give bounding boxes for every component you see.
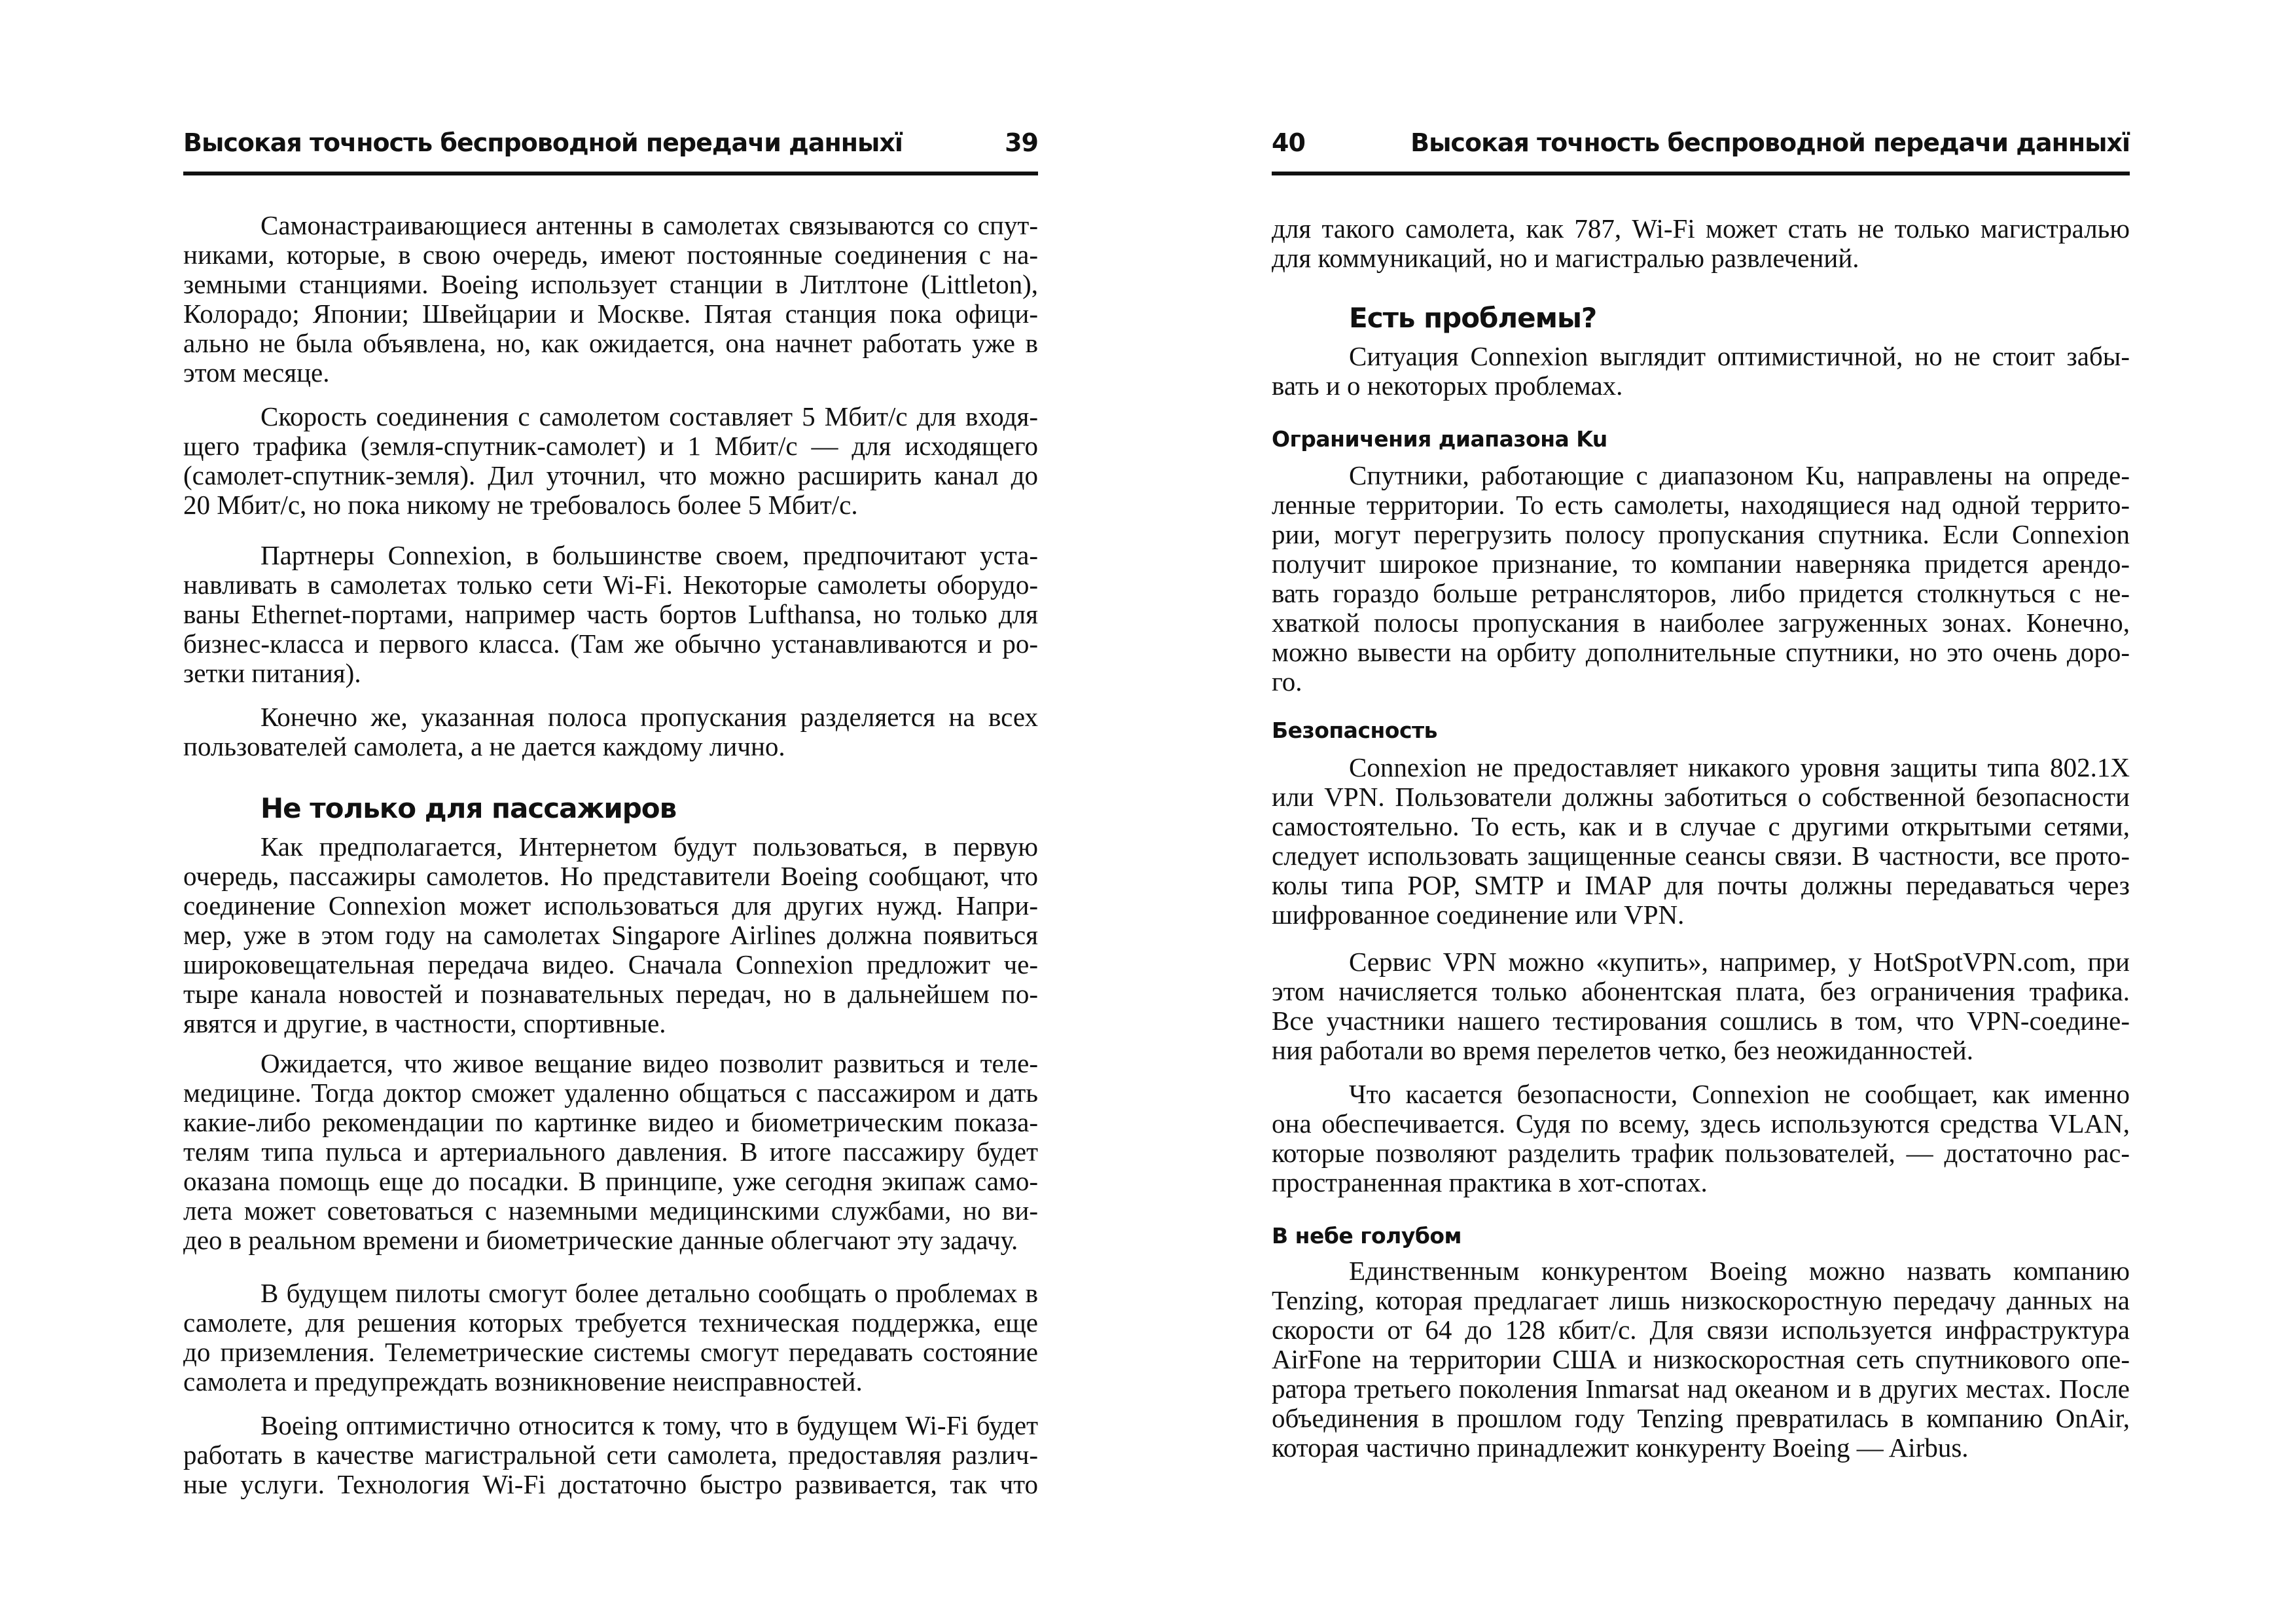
text-line: ния работали во время перелетов четко, без неожиданностей. [1272, 1035, 1973, 1065]
text-line: део в реальном времени и биометрические данные облегчают эту задачу. [183, 1225, 1018, 1255]
section-heading [1272, 302, 2130, 335]
running-title: Высокая точность беспроводной передачи данныхї [1410, 128, 2130, 157]
running-title: Высокая точность беспроводной передачи данныхї [183, 128, 903, 157]
text-line: самолета и предупреждать возникновение неисправностей. [183, 1366, 863, 1396]
text-line: В будущем пилоты смогут более детально сообщать о проблемах в [260, 1278, 1038, 1308]
text-line: оказана помощь еще до посадки. В принципе, уже сегодня экипаж само- [183, 1166, 1038, 1196]
text-line: или VPN. Пользователи должны заботиться о собственной безопасности [1272, 782, 2130, 812]
text-line: ратора третьего поколения Inmarsat над океаном и в других местах. После [1272, 1374, 2130, 1404]
paragraph [1272, 1080, 2130, 1197]
text-line: работать в качестве магистральной сети самолета, предоставляя различ- [183, 1440, 1038, 1470]
text-line: очередь, пассажиры самолетов. Но представители Boeing сообщают, что [183, 861, 1038, 891]
text-line: для коммуникаций, но и магистралью развлечений. [1272, 243, 1859, 273]
text-line: до приземления. Телеметрические системы смогут передавать состояние [183, 1337, 1038, 1367]
text-line: зетки питания). [183, 658, 361, 688]
text-line: самостоятельно. То есть, как и в случае с другими открытыми сетями, [1272, 811, 2130, 841]
text-line: Connexion не предоставляет никакого уровня защиты типа 802.1X [1349, 752, 2130, 782]
text-line: Единственным конкурентом Boeing можно назвать компанию [1349, 1256, 2130, 1286]
page-number: 40 [1272, 128, 1305, 157]
header-rule [183, 172, 1038, 175]
text-line: ные услуги. Технология Wi-Fi достаточно быстро развивается, так что [183, 1469, 1038, 1499]
paragraph [183, 702, 1038, 761]
text-line: медицине. Тогда доктор сможет удаленно общаться с пассажиром и дать [183, 1078, 1038, 1108]
text-line: Партнеры Connexion, в большинстве своем, предпочитают уста- [260, 540, 1038, 570]
text-line: можно вывести на орбиту дополнительные спутники, но это очень доро- [1272, 637, 2130, 667]
text-line: она обеспечивается. Судя по всему, здесь используются средства VLAN, [1272, 1108, 2130, 1139]
paragraph [183, 1279, 1038, 1396]
text-line: земными станциями. Boeing использует станции в Литлтоне (Littleton), [183, 269, 1038, 299]
text-line: которая частично принадлежит конкуренту Boeing — Airbus. [1272, 1432, 1969, 1463]
text-line: бизнес-класса и первого класса. (Там же обычно устанавливаются и ро- [183, 629, 1038, 659]
page-number: 39 [1005, 128, 1038, 157]
text-line: Tenzing, которая предлагает лишь низкоскоростную передачу данных на [1272, 1285, 2130, 1315]
text-line: никами, которые, в свою очередь, имеют постоянные соединения с на- [183, 240, 1038, 270]
text-line: мер, уже в этом году на самолетах Singapore Airlines должна появиться [183, 920, 1038, 950]
text-line: Boeing оптимистично относится к тому, что в будущем Wi-Fi будет [260, 1410, 1038, 1440]
text-line: которые позволяют разделить трафик пользователей, — достаточно рас- [1272, 1138, 2130, 1168]
paragraph [1272, 753, 2130, 930]
paragraph [1272, 947, 2130, 1065]
text-line: (самолет-спутник-земля). Дил уточнил, что можно расширить канал до [183, 460, 1038, 490]
subsection-heading [1272, 424, 2130, 454]
text-line: Конечно же, указанная полоса пропускания разделяется на всех [260, 702, 1038, 732]
text-line: соединение Connexion может использоваться для других нужд. Напри- [183, 890, 1038, 921]
text-line: этом начисляется только абонентская плата, без ограничения трафика. [1272, 976, 2130, 1006]
header-rule [1272, 172, 2130, 175]
text-line: го. [1272, 666, 1302, 697]
paragraph [1272, 1256, 2130, 1463]
text-line: самолете, для решения которых требуется техническая поддержка, еще [183, 1307, 1038, 1338]
subsection-heading-text: Ограничения диапазона Ku [1272, 426, 1607, 452]
text-line: щего трафика (земля-спутник-самолет) и 1 Мбит/с — для исходящего [183, 431, 1038, 461]
text-line: шифрованное соединение или VPN. [1272, 900, 1685, 930]
paragraph [183, 211, 1038, 388]
text-line: скорости от 64 до 128 кбит/с. Для связи используется инфраструктура [1272, 1315, 2130, 1345]
text-line: следует использовать защищенные сеансы связи. В частности, все прото- [1272, 841, 2130, 871]
text-line: явятся и другие, в частности, спортивные. [183, 1008, 666, 1038]
text-line: Спутники, работающие с диапазоном Ku, направлены на опреде- [1349, 460, 2130, 490]
text-line: Все участники нашего тестирования сошлись в том, что VPN-соедине- [1272, 1006, 2130, 1036]
text-line: для такого самолета, как 787, Wi-Fi может стать не только магистралью [1272, 213, 2130, 244]
text-line: ально не была объявлена, но, как ожидается, она начнет работать уже в [183, 328, 1038, 358]
text-line: вать и о некоторых проблемах. [1272, 371, 1623, 401]
subsection-heading [1272, 1221, 2130, 1250]
text-line: Ситуация Connexion выглядит оптимистичной, но не стоит забы- [1349, 341, 2130, 371]
text-line: пользователей самолета, а не дается каждому лично. [183, 731, 785, 761]
text-line: рии, могут перегрузить полосу пропускания спутника. Если Connexion [1272, 519, 2130, 549]
text-line: Что касается безопасности, Connexion не сообщает, как именно [1349, 1079, 2130, 1109]
subsection-heading-text: Безопасность [1272, 718, 1438, 743]
text-line: этом месяце. [183, 357, 330, 388]
text-line: телям типа пульса и артериального давления. В итоге пассажиру будет [183, 1137, 1038, 1167]
section-heading [183, 792, 1038, 825]
text-line: широковещательная передача видео. Сначала Connexion предложит че- [183, 949, 1038, 979]
text-line: колы типа POP, SMTP и IMAP для почты должны передаваться через [1272, 870, 2130, 900]
text-line: лета может советоваться с наземными медицинскими службами, но ви- [183, 1195, 1038, 1226]
running-header [183, 128, 1038, 168]
text-line: пространенная практика в хот-спотах. [1272, 1167, 1708, 1197]
text-line: 20 Мбит/с, но пока никому не требовалось более 5 Мбит/с. [183, 490, 858, 520]
text-line: хваткой полосы пропускания в наиболее загруженных зонах. Конечно, [1272, 608, 2130, 638]
text-line: навливать в самолетах только сети Wi-Fi. Некоторые самолеты оборудо- [183, 570, 1038, 600]
text-line: ленные территории. То есть самолеты, находящиеся над одной террито- [1272, 490, 2130, 520]
text-line: какие-либо рекомендации по картинке видео и биометрическим показа- [183, 1107, 1038, 1137]
paragraph [183, 402, 1038, 520]
section-heading-text: Есть проблемы? [1349, 302, 1597, 334]
paragraph [1272, 342, 2130, 401]
text-line: ваны Ethernet-портами, например часть бортов Lufthansa, но только для [183, 599, 1038, 629]
text-line: вать гораздо больше ретрансляторов, либо придется столкнуться с не- [1272, 578, 2130, 608]
section-heading-text: Не только для пассажиров [260, 792, 677, 824]
text-line: Скорость соединения с самолетом составляет 5 Мбит/с для входя- [260, 401, 1038, 431]
text-line: Как предполагается, Интернетом будут пользоваться, в первую [260, 831, 1038, 862]
paragraph [183, 1411, 1038, 1499]
text-line: Сервис VPN можно «купить», например, у HotSpotVPN.com, при [1349, 947, 2130, 977]
paragraph [183, 832, 1038, 1038]
text-line: Ожидается, что живое вещание видео позволит развиться и теле- [260, 1048, 1038, 1078]
running-header [1272, 128, 2130, 168]
text-line: тыре канала новостей и познавательных передач, но в дальнейшем по- [183, 979, 1038, 1009]
paragraph [183, 1049, 1038, 1255]
right-page [1272, 0, 2130, 1623]
text-line: получит широкое признание, то компании наверняка придется арендо- [1272, 549, 2130, 579]
text-line: Самонастраивающиеся антенны в самолетах связываются со спут- [260, 210, 1038, 240]
text-line: AirFone на территории США и низкоскоростная сеть спутникового опе- [1272, 1344, 2130, 1374]
left-page [183, 0, 1038, 1623]
subsection-heading-text: В небе голубом [1272, 1223, 1462, 1249]
paragraph [1272, 461, 2130, 697]
text-line: объединения в прошлом году Tenzing превратилась в компанию OnAir, [1272, 1403, 2130, 1433]
paragraph [183, 541, 1038, 688]
text-line: Колорадо; Японии; Швейцарии и Москве. Пятая станция пока офици- [183, 299, 1038, 329]
paragraph [1272, 214, 2130, 273]
subsection-heading [1272, 716, 2130, 745]
